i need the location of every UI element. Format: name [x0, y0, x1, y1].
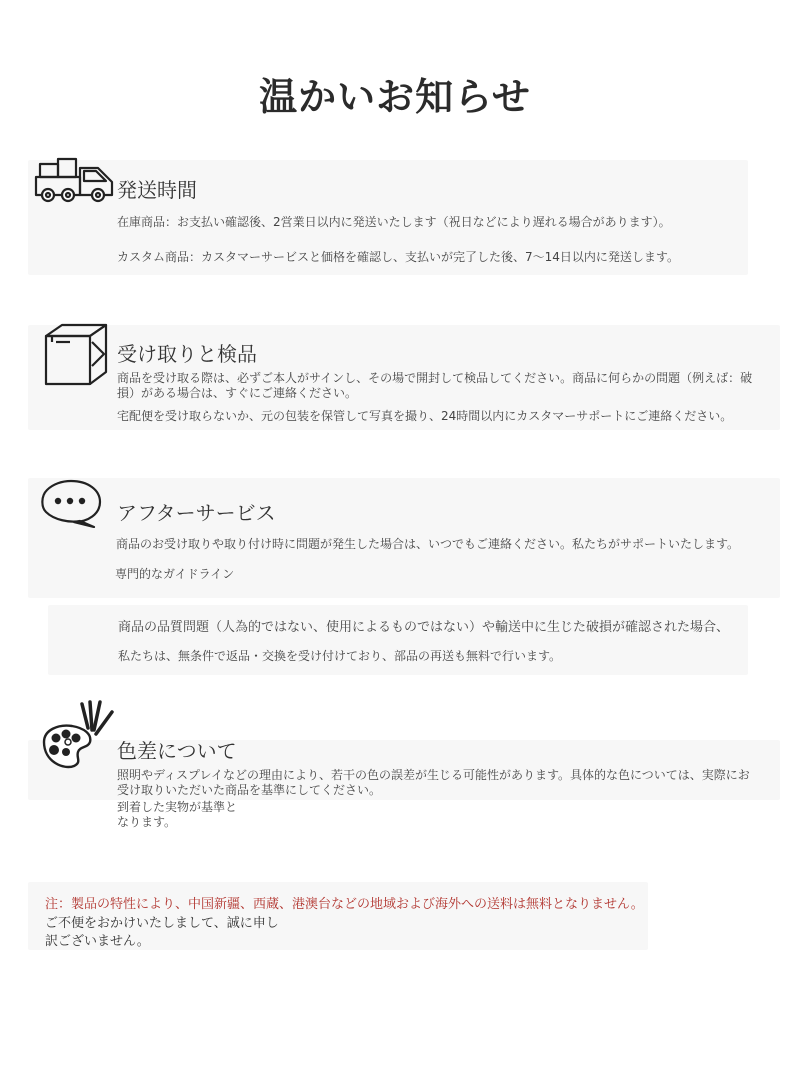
- page-title: 温かいお知らせ: [259, 75, 531, 119]
- package-box-icon: [40, 322, 112, 388]
- section-text: 商品の品質問題（人為的ではない、使用によるものではない）や輸送中に生じた破損が確認された場合、: [118, 620, 730, 635]
- shipping-fee-note: 注：製品の特性により、中国新疆、西蔵、港澳台などの地域および海外への送料は無料となりません。: [45, 897, 644, 912]
- section-text: 照明やディスプレイなどの理由により、若干の色の誤差が生じる可能性があります。具体的な色については、実際にお受け取りいただいた商品を基準にしてください。: [117, 768, 750, 797]
- guideline-label: 専門的なガイドライン: [115, 567, 235, 581]
- section-text: カスタム商品：カスタマーサービスと価格を確認し、支払いが完了した後、7〜14日以内に発送します。: [117, 250, 679, 264]
- section-text: 在庫商品：お支払い確認後、2営業日以内に発送いたします（祝日などにより遅れる場合があります）。: [117, 215, 671, 229]
- chat-bubble-icon: [40, 478, 106, 528]
- section-text: 私たちは、無条件で返品・交換を受け付けており、部品の再送も無料で行います。: [118, 649, 562, 663]
- paint-palette-icon: [38, 700, 116, 770]
- section-text: 商品を受け取る際は、必ずご本人がサインし、その場で開封して検品してください。商品に何らかの問題（例えば：破損）がある場合は、すぐにご連絡ください。: [117, 371, 753, 400]
- apology-note: ご不便をおかけいたしまして、誠に申し訳ございません。: [45, 916, 279, 949]
- guideline-background: [48, 605, 748, 675]
- section-heading-color-difference: 色差について: [117, 739, 237, 763]
- section-text: 宅配便を受け取らないか、元の包装を保管して写真を撮り、24時間以内にカスタマーサポートにご連絡ください。: [117, 409, 733, 423]
- section-text: 到着した実物が基準となります。: [117, 800, 238, 829]
- truck-icon: [34, 156, 118, 204]
- section-heading-shipping: 発送時間: [117, 178, 197, 202]
- section-heading-receipt: 受け取りと検品: [117, 342, 257, 366]
- section-text: 商品のお受け取りや取り付け時に問題が発生した場合は、いつでもご連絡ください。私たちがサポートいたします。: [116, 537, 740, 551]
- section-heading-after-service: アフターサービス: [117, 501, 276, 525]
